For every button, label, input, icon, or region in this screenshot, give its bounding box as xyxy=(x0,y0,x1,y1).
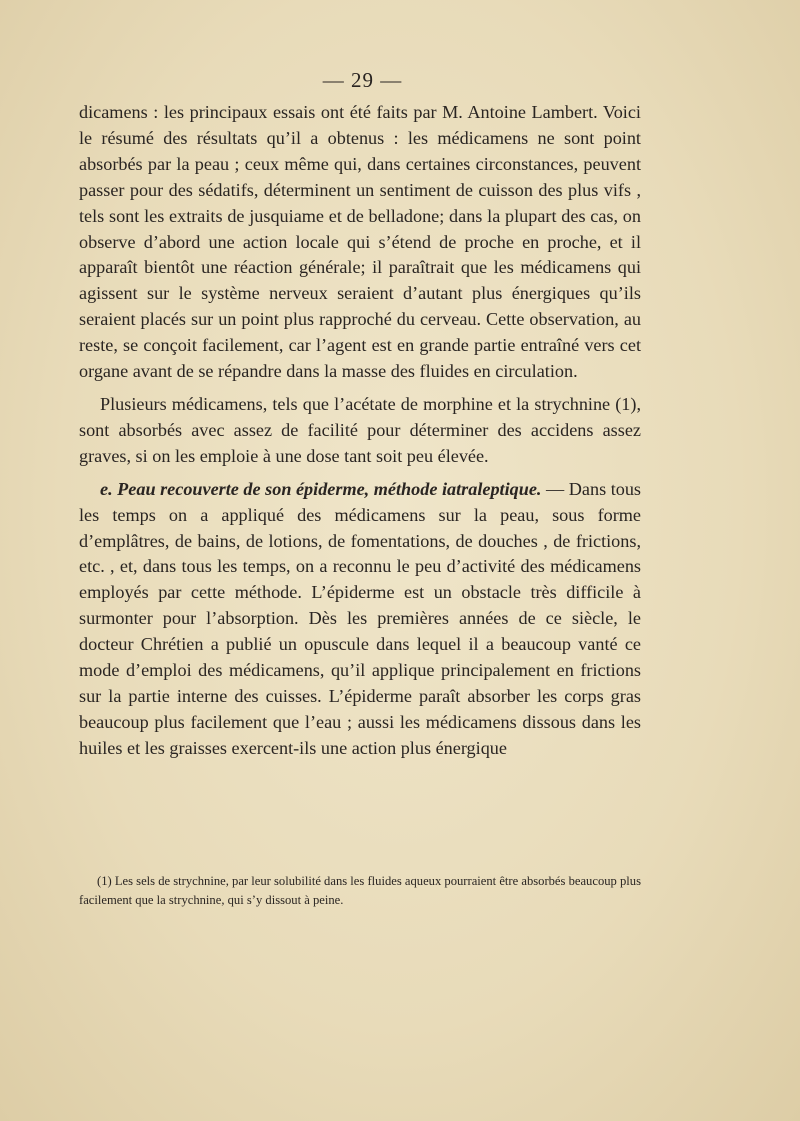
paragraph-2: Plusieurs médicamens, tels que l’acétate de morphine et la strychnine (1), sont absorbés avec assez de facilité pour déterminer des accidens assez graves, si on les emploie à une dose tant soit peu élevée. xyxy=(79,393,641,466)
section-paragraph xyxy=(79,477,641,762)
footnote-text: (1) Les sels de strychnine, par leur solubilité dans les fluides aqueux pourraient être absorbés beaucoup plus facilement que la strychnine, qui s’y dissout à peine. xyxy=(79,874,641,907)
section-text: Dans tous les temps on a appliqué des médicamens sur la peau, sous forme d’emplâtres, de bains, de lotions, de fomentations, de douches , de frictions, etc. , et, dans tous les temps, on a reconnu le peu d’activité des médicamens employés par cette méthode. L’épiderme est un obstacle très difficile à surmonter pour l’absorption. Dès les premières années de ce siècle, le docteur Chrétien a publié un opuscule dans lequel il a beaucoup vanté ce mode d’emploi des médicamens, qu’il applique principalement en frictions sur la partie interne des cuisses. L’épiderme paraît absorber les corps gras beaucoup plus facilement que l’eau ; aussi les médicamens dissous dans les huiles et les graisses exercent-ils une action plus énergique xyxy=(79,478,642,758)
page-number: — 29 — xyxy=(322,68,403,92)
paragraph-1: dicamens : les principaux essais ont été faits par M. Antoine Lambert. Voici le résumé des résultats qu’il a obtenus : les médicamens ne sont point absorbés par la peau ; ceux même qui, dans certaines circonstances, peuvent passer pour des sédatifs, déterminent un sentiment de cuisson des plus vifs , tels sont les extraits de jusquiame et de belladone; dans la plupart des cas, on observe d’abord une action locale qui s’étend de proche en proche, et il apparaît bientôt une réaction générale; il paraîtrait que les médicamens qui agissent sur le système nerveux seraient d’autant plus énergiques qu’ils seraient placés sur un point plus rapproché du cerveau. Cette observation, au reste, se conçoit facilement, car l’agent est en grande partie entraîné vers cet organe avant de se répandre dans la masse des fluides en circulation. xyxy=(79,102,641,382)
body-text xyxy=(79,100,641,762)
section-heading: e. Peau recouverte de son épiderme, méthode iatraleptique. xyxy=(100,478,542,499)
section-dash: — xyxy=(541,478,569,499)
footnote xyxy=(79,872,641,910)
